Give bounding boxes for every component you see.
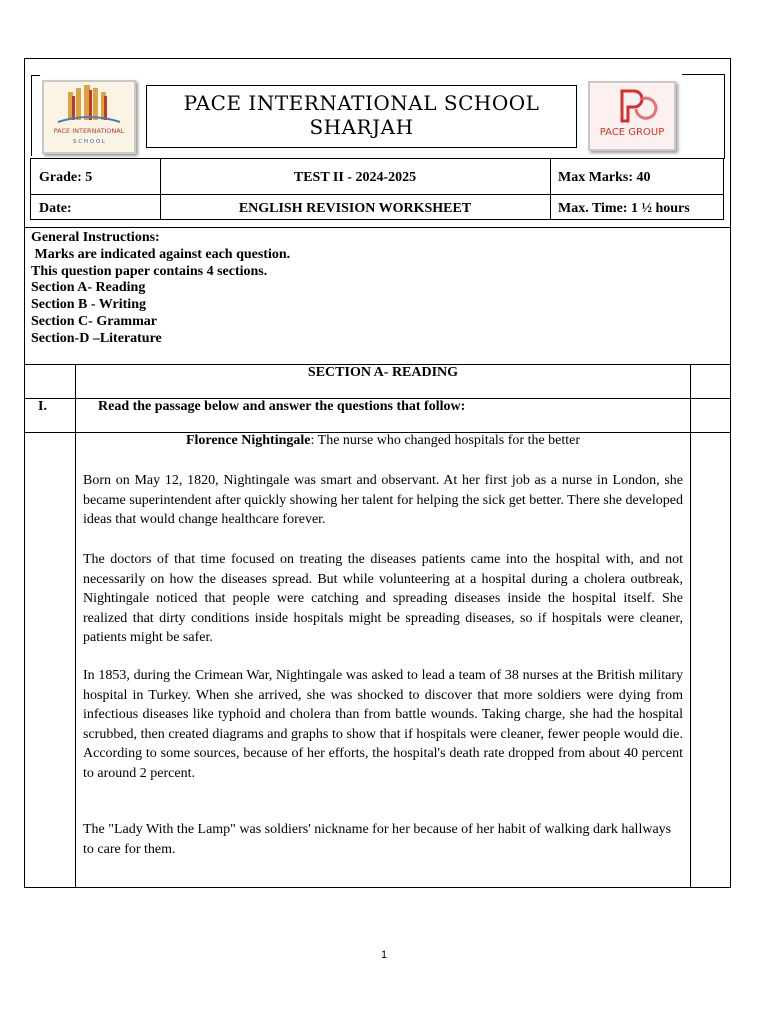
worksheet-title: ENGLISH REVISION WORKSHEET xyxy=(238,201,472,216)
question-number: I. xyxy=(38,399,47,414)
date-label: Date: xyxy=(39,201,72,216)
instruction-line: Marks are indicated against each question. xyxy=(31,246,291,262)
max-time-label: Max. Time: 1 ½ hours xyxy=(558,201,690,216)
logo-left-sub: S C H O O L xyxy=(73,139,105,145)
passage-title-rest: : The nurse who changed hospitals for the better xyxy=(310,433,581,448)
passage-title-bold: Florence Nightingale xyxy=(185,433,311,448)
test-info-table xyxy=(30,158,724,220)
section-title: SECTION A- READING xyxy=(307,365,459,380)
instruction-line: Section C- Grammar xyxy=(31,313,157,329)
instructions-heading: General Instructions: xyxy=(31,230,160,245)
instruction-line: This question paper contains 4 sections. xyxy=(31,263,268,279)
passage-paragraph-3: In 1853, during the Crimean War, Nightingale was asked to lead a team of 38 nurses at the British military hospital in Turkey. When she arrived, she was shocked to discover that more soldiers were dying from infectious diseases like typhoid and cholera than from battle wounds. Taking charge, she had the hospital scrubbed, then created diagrams and graphs to show that if hospitals were cleaner, fewer people would die. According to some sources, because of her efforts, the hospital's death rate dropped from about 40 percent to around 2 percent. xyxy=(83,668,683,781)
school-logo-icon xyxy=(44,82,134,152)
group-logo-icon xyxy=(590,83,674,149)
school-city: SHARJAH xyxy=(309,115,414,139)
logo-left-text: PACE INTERNATIONAL xyxy=(53,127,125,135)
grade-label: Grade: 5 xyxy=(39,170,93,185)
school-title-box xyxy=(146,85,577,148)
page-number: 1 xyxy=(380,949,388,961)
passage-title xyxy=(76,433,690,449)
passage-paragraph-1: Born on May 12, 1820, Nightingale was smart and observant. At her first job as a nurse in London, she became superintendent after quickly showing her talent for helping the sick get better. There she developed ideas that would change healthcare forever. xyxy=(83,473,683,527)
school-name: PACE INTERNATIONAL SCHOOL xyxy=(183,91,540,115)
header-corner-right xyxy=(682,74,725,159)
question-text: Read the passage below and answer the questions that follow: xyxy=(98,399,466,414)
test-label: TEST II - 2024-2025 xyxy=(293,170,417,185)
max-marks-label: Max Marks: 40 xyxy=(558,170,651,185)
group-logo xyxy=(588,81,676,151)
passage-paragraph-2: The doctors of that time focused on treating the diseases patients came into the hospital with, and not necessarily on how the diseases spread. But while volunteering at a hospital during a cholera outbreak, Nightingale noticed that people were catching and spreading diseases inside the hospital itself. She realized that dirty conditions inside hospitals might be spreading diseases, so if hospitals were cleaner, patients might be safer. xyxy=(83,552,683,645)
passage-paragraph-4: The "Lady With the Lamp" was soldiers' nickname for her because of her habit of walking dark hallways to care for them. xyxy=(83,822,672,857)
instruction-line: Section-D –Literature xyxy=(31,330,162,346)
logo-right-text: PACE GROUP xyxy=(599,127,665,138)
general-instructions xyxy=(31,230,290,348)
instruction-line: Section B - Writing xyxy=(31,297,146,313)
header-corner-left xyxy=(31,75,40,156)
instruction-line: Section A- Reading xyxy=(31,280,146,296)
school-logo xyxy=(42,80,136,154)
